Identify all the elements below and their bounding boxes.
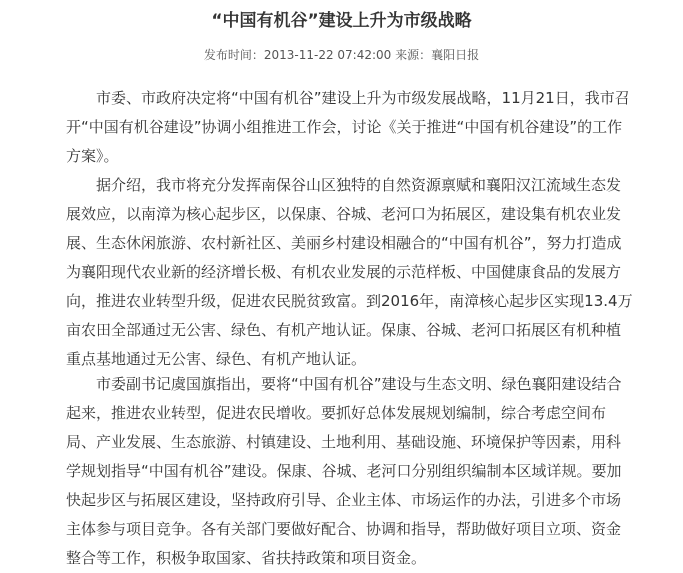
source-value: 襄阳日报 xyxy=(431,48,480,62)
published-value: 2013-11-22 07:42:00 xyxy=(263,48,392,62)
published-label: 发布时间： xyxy=(203,48,264,62)
paragraph-1: 市委、市政府决定将“中国有机谷”建设上升为市级发展战略，11月21日，我市召开“中国有机谷建设”协调小组推进工作会，讨论《关于推进“中国有机谷建设”的工作方案》。 xyxy=(66,89,630,165)
article-meta xyxy=(0,47,683,63)
article-title: “中国有机谷”建设上升为市级战略 xyxy=(211,11,472,31)
paragraph-3: 市委副书记虞国旗指出，要将“中国有机谷”建设与生态文明、绿色襄阳建设结合起来，推进农业转型，促进农民增收。要抓好总体发展规划编制，综合考虑空间布局、产业发展、生态旅游、村镇建设、土地利用、基础设施、环境保护等因素，用科学规划指导“中国有机谷”建设。保康、谷城、老河口分别组织编制本区域详规。要加快起步区与拓展区建设，坚持政府引导、企业主体、市场运作的办法，引进多个市场主体参与项目竞争。各有关部门要做好配合、协调和指导，帮助做好项目立项、资金整合等工作，积极争取国家、省扶持政策和项目资金。 xyxy=(66,375,622,567)
paragraph-2: 据介绍，我市将充分发挥南保谷山区独特的自然资源禀赋和襄阳汉江流域生态发展效应，以南漳为核心起步区，以保康、谷城、老河口为拓展区，建设集有机农业发展、生态休闲旅游、农村新社区、美丽乡村建设相融合的“中国有机谷”，努力打造成为襄阳现代农业新的经济增长极、有机农业发展的示范样板、中国健康食品的发展方向，推进农业转型升级，促进农民脱贫致富。到2016年，南漳核心起步区实现13.4万亩农田全部通过无公害、绿色、有机产地认证。保康、谷城、老河口拓展区有机种植重点基地通过无公害、绿色、有机产地认证。 xyxy=(66,176,633,368)
source-label: 来源： xyxy=(395,48,432,62)
